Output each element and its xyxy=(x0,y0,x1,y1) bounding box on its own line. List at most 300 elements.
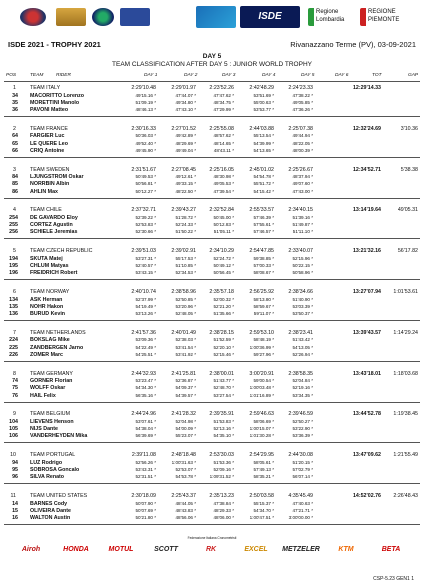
rider-row xyxy=(4,433,420,440)
team-gap: 5'38.38 xyxy=(400,166,418,173)
rider-number: 225 xyxy=(9,344,18,351)
rider-number: 134 xyxy=(9,296,18,303)
rider-name: HAIL Felix xyxy=(30,392,56,399)
rider-day-time: 51'43.77 * xyxy=(213,378,234,384)
rider-day-time: 48'44.05 * xyxy=(175,500,196,506)
rider-number: 106 xyxy=(9,433,18,440)
team-day-time: 2:48'18.48 xyxy=(171,452,196,459)
italia-logo-icon xyxy=(196,6,236,28)
team-name: TEAM UNITED STATES xyxy=(30,493,88,499)
team-day-time: 2:25'43.37 xyxy=(171,493,196,499)
rider-row xyxy=(4,270,420,277)
team-day-time: 2:37'32.71 xyxy=(131,207,156,214)
rider-number: 94 xyxy=(12,459,18,466)
rider-row xyxy=(4,378,420,385)
rider-day-time: 1:00'15.07 * xyxy=(249,426,274,432)
rider-number: 34 xyxy=(12,92,18,99)
rider-name: SCHIELE Jeremias xyxy=(30,229,78,236)
rider-day-time: 1:00'36.99 * xyxy=(249,344,274,350)
rider-row xyxy=(4,337,420,344)
rider-number: 35 xyxy=(12,99,18,106)
team-day-time: 2:31'51.67 xyxy=(131,166,156,173)
piemonte-logo: REGIONE PIEMONTE xyxy=(360,8,418,26)
rider-name: LE QUERE Leo xyxy=(30,140,68,147)
rider-row xyxy=(4,93,420,100)
rider-day-time: 54'25.51 * xyxy=(135,351,156,357)
sponsor-logo: RK xyxy=(205,546,217,553)
team-position: 8 xyxy=(13,370,16,377)
team-position: 1 xyxy=(13,85,16,91)
team-position: 11 xyxy=(10,493,16,499)
rider-name: ZANDBERGEN Jarno xyxy=(30,344,84,351)
rider-day-time: 52'20.10 * xyxy=(213,344,234,350)
rider-day-time: 52'04.84 * xyxy=(292,378,313,384)
team-name: TEAM SWEDEN xyxy=(30,166,70,173)
team-divider xyxy=(4,483,420,484)
fim-logo-icon xyxy=(20,8,46,26)
rider-day-time: 53'22.90 * xyxy=(292,426,313,432)
rider-day-time: 1:00'03.48 * xyxy=(249,385,274,391)
header-rule xyxy=(4,81,420,82)
rider-number: 15 xyxy=(12,507,18,514)
rider-day-time: 53'23.47 * xyxy=(135,378,156,384)
rider-day-time: 54'34.30 * xyxy=(135,385,156,391)
team-block xyxy=(4,85,420,119)
rider-day-time: 54'34.70 * xyxy=(253,507,274,513)
team-day-time: 2:44'24.96 xyxy=(131,411,156,418)
team-row xyxy=(4,85,420,92)
rider-day-time: 52'00.32 * xyxy=(213,296,234,302)
team-block xyxy=(4,167,420,201)
rider-row xyxy=(4,133,420,140)
rider-number: 224 xyxy=(9,337,18,344)
sponsor-logo: METZELER xyxy=(282,546,320,553)
rider-number: 85 xyxy=(12,181,18,188)
rider-day-time: 48'06.00 * xyxy=(213,515,234,520)
rider-name: LIEVENS Henson xyxy=(30,418,74,425)
team-divider xyxy=(4,402,420,403)
rider-day-time: 49'49.04 * xyxy=(175,147,196,153)
rider-day-time: 51'50.22 * xyxy=(175,229,196,235)
rider-day-time: 53'43.15 * xyxy=(135,270,156,276)
rider-day-time: 52'24.72 * xyxy=(213,255,234,261)
team-day-time: 2:39'35.91 xyxy=(209,411,234,418)
rider-day-time: 49'05.85 * xyxy=(292,99,313,105)
rider-day-time: 53'51.69 * xyxy=(253,92,274,98)
team-day-time: 2:25'26.67 xyxy=(288,166,313,173)
rider-name: ASK Herman xyxy=(30,296,63,303)
team-day-time: 2:41'25.81 xyxy=(171,370,196,377)
col-day3: DAY 3 xyxy=(222,73,236,78)
rider-number: 256 xyxy=(9,229,18,236)
team-gap: 1:21'55.49 xyxy=(393,452,418,459)
rider-day-time: 48'43.11 * xyxy=(213,147,234,153)
rider-name: CORTEZ Agustin xyxy=(30,222,73,229)
rider-day-time: 50'45.00 * xyxy=(213,214,234,220)
rider-name: ZOMER Marc xyxy=(30,351,63,358)
team-gap: 2:26'48.43 xyxy=(393,493,418,499)
rider-day-time: 52'48.05 * xyxy=(175,311,196,316)
rider-day-time: 57'49.13 * xyxy=(253,466,274,472)
team-position: 9 xyxy=(13,411,16,418)
team-day-time: 2:59'46.63 xyxy=(249,411,274,418)
team-block xyxy=(4,207,420,241)
rider-number: 104 xyxy=(9,418,18,425)
rider-day-time: 52'38.03 * xyxy=(175,337,196,343)
sponsor-logo: SCOTT xyxy=(154,546,178,553)
sponsor-strip xyxy=(0,544,424,558)
team-divider xyxy=(4,361,420,362)
col-day2: DAY 2 xyxy=(184,73,198,78)
team-block xyxy=(4,289,420,323)
rider-day-time: 59'11.07 * xyxy=(253,311,274,316)
lombardia-logo: Regione Lombardia xyxy=(308,8,362,26)
rider-day-time: 47'38.84 * xyxy=(213,500,234,506)
col-gap: GAP xyxy=(408,73,419,78)
rider-day-time: 1:00'47.51 * xyxy=(249,515,274,520)
rider-day-time: 55'13.54 * xyxy=(253,133,274,139)
sponsor-logo-icon xyxy=(120,8,150,26)
rider-day-time: 48'14.65 * xyxy=(213,140,234,146)
team-position: 6 xyxy=(13,289,16,295)
rider-number: 86 xyxy=(12,188,18,195)
rider-day-time: 52'24.33 * xyxy=(175,222,196,228)
rider-name: BOKSLAG Mike xyxy=(30,337,70,344)
team-day-time: 2:39'02.91 xyxy=(171,248,196,255)
team-day-time: 2:33'40.07 xyxy=(288,248,313,255)
rider-row xyxy=(4,148,420,155)
rider-row xyxy=(4,460,420,467)
team-day-time: 2:27'08.45 xyxy=(171,166,196,173)
team-day-time: 2:24'23.33 xyxy=(288,85,313,91)
rider-number: 36 xyxy=(12,107,18,113)
team-total: 12:34'52.71 xyxy=(352,166,381,173)
team-divider xyxy=(4,238,420,239)
team-day-time: 2:55'33.57 xyxy=(249,207,274,214)
team-block xyxy=(4,452,420,486)
team-block xyxy=(4,330,420,364)
day-heading: DAY 5 xyxy=(202,53,222,60)
rider-day-time: 1:09'31.52 * xyxy=(209,474,234,480)
team-day-time: 2:34'10.29 xyxy=(209,248,234,255)
team-row xyxy=(4,289,420,296)
rider-day-time: 48'22.50 * xyxy=(175,188,196,194)
rider-day-time: 58'05.61 * xyxy=(253,459,274,465)
team-row xyxy=(4,452,420,459)
team-divider xyxy=(4,524,420,525)
rider-day-time: 50'12.83 * xyxy=(213,222,234,228)
rider-row xyxy=(4,345,420,352)
team-block xyxy=(4,411,420,445)
team-day-time: 2:38'58.35 xyxy=(288,370,313,377)
team-row xyxy=(4,493,420,500)
rider-day-time: 47'38.22 * xyxy=(292,92,313,98)
rider-day-time: 54'13.05 * xyxy=(292,344,313,350)
rider-day-time: 53'27.31 * xyxy=(135,255,156,261)
team-gap: 1:01'53.61 xyxy=(393,289,418,295)
team-position: 10 xyxy=(10,452,16,459)
sponsor-logo: HONDA xyxy=(63,546,89,553)
rider-day-time: 48'22.05 * xyxy=(292,140,313,146)
team-gap: 49'05.31 xyxy=(397,207,418,214)
team-block xyxy=(4,493,420,527)
rider-name: MACORITTO Lorenzo xyxy=(30,92,85,99)
rider-day-time: 52'13.16 * xyxy=(213,426,234,432)
rider-day-time: 54'38.04 * xyxy=(135,426,156,432)
rider-day-time: 54'39.57 * xyxy=(175,392,196,398)
rider-name: SOBROSA Goncalo xyxy=(30,466,80,473)
team-block xyxy=(4,371,420,405)
rider-name: NOHR Hakon xyxy=(30,303,64,310)
rider-day-time: 52'39.22 * xyxy=(135,214,156,220)
rider-day-time: 52'26.94 * xyxy=(292,351,313,357)
team-position: 5 xyxy=(13,248,16,255)
team-total: 12:32'24.69 xyxy=(352,125,381,132)
rider-day-time: 48'29.33 * xyxy=(213,507,234,513)
team-name: TEAM GERMANY xyxy=(30,370,73,377)
team-row xyxy=(4,330,420,337)
rider-day-time: 51'43.42 * xyxy=(292,337,313,343)
rider-day-time: 49'15.16 * xyxy=(135,92,156,98)
team-total: 13:44'52.78 xyxy=(352,411,381,418)
document-code: CSP-5.23 GEN1 1 xyxy=(373,576,414,582)
team-name: TEAM PORTUGAL xyxy=(30,452,76,459)
rider-number: 14 xyxy=(12,500,18,507)
team-divider xyxy=(4,116,420,117)
team-row xyxy=(4,126,420,133)
team-day-time: 2:32'52.84 xyxy=(209,207,234,214)
rider-row xyxy=(4,215,420,222)
rider-day-time: 47'44.07 * xyxy=(175,92,196,98)
rider-day-time: 52'48.70 * xyxy=(213,385,234,391)
rider-day-time: 48'57.62 * xyxy=(213,133,234,139)
classification-heading: TEAM CLASSIFICATION AFTER DAY 5 : JUNIOR WORLD TROPHY xyxy=(112,61,312,68)
rider-name: NORRBIN Albin xyxy=(30,181,70,188)
team-day-time: 3:00'20.91 xyxy=(249,370,274,377)
rider-day-time: 50'07.69 * xyxy=(135,507,156,513)
rider-name: FREIDRICH Robert xyxy=(30,270,78,277)
team-name: TEAM NORWAY xyxy=(30,289,70,295)
rider-number: 76 xyxy=(12,392,18,399)
team-day-time: 2:25'07.38 xyxy=(288,125,313,132)
rider-row xyxy=(4,100,420,107)
team-day-time: 2:27'01.52 xyxy=(171,125,196,132)
team-gap: 56'17.82 xyxy=(397,248,418,255)
rider-day-time: 51'53.36 * xyxy=(213,459,234,465)
rider-number: 66 xyxy=(12,147,18,154)
rider-day-time: 59'27.96 * xyxy=(253,351,274,357)
rider-day-time: 50'56.45 * xyxy=(213,270,234,276)
col-pos: POS xyxy=(6,73,17,78)
rider-row xyxy=(4,222,420,229)
team-day-time: 2:39'46.59 xyxy=(288,411,313,418)
rider-day-time: 54'54.78 * xyxy=(253,174,274,180)
team-name: TEAM FRANCE xyxy=(30,125,68,132)
rider-day-time: 47'36.26 * xyxy=(292,107,313,112)
rider-day-time: 57'46.39 * xyxy=(253,214,274,220)
rider-day-time: 56'07.14 * xyxy=(292,474,313,480)
team-row xyxy=(4,167,420,174)
rider-day-time: 53'09.36 * xyxy=(135,337,156,343)
rider-day-time: 49'12.61 * xyxy=(175,174,196,180)
rider-day-time: 56'39.69 * xyxy=(135,433,156,439)
rider-name: BURUD Kevin xyxy=(30,311,66,317)
rider-day-time: 50'21.80 * xyxy=(135,515,156,520)
team-position: 3 xyxy=(13,166,16,173)
col-day6: DAY 6 xyxy=(335,73,349,78)
team-name: TEAM CHILE xyxy=(30,207,62,214)
rider-day-time: 53'50.37 * xyxy=(292,311,313,316)
rider-row xyxy=(4,311,420,318)
rider-day-time: 47'21.71 * xyxy=(292,507,313,513)
rider-day-time: 49'42.89 * xyxy=(175,133,196,139)
team-day-time: 2:23'52.26 xyxy=(209,85,234,91)
team-total: 12:29'14.33 xyxy=(352,85,381,91)
rider-name: GORNER Florian xyxy=(30,378,73,385)
rider-name: SKUTA Matej xyxy=(30,255,63,262)
rider-day-time: 58'59.67 * xyxy=(253,303,274,309)
team-gap: 1:19'38.45 xyxy=(393,411,418,418)
rider-day-time: 57'55.61 * xyxy=(253,222,274,228)
team-day-time: 2:25'55.08 xyxy=(209,125,234,132)
isde-logo: ISDE xyxy=(240,6,300,28)
rider-day-time: 51'39.16 * xyxy=(292,214,313,220)
rider-day-time: 49'05.53 * xyxy=(213,181,234,187)
rider-day-time: 47'47.62 * xyxy=(213,92,234,98)
rider-day-time: 52'19.16 * xyxy=(292,385,313,391)
team-row xyxy=(4,411,420,418)
team-day-time: 2:50'03.58 xyxy=(249,493,274,499)
rider-day-time: 58'08.67 * xyxy=(253,270,274,276)
team-row xyxy=(4,371,420,378)
rider-day-time: 50'49.12 * xyxy=(213,262,234,268)
rider-day-time: 53'41.92 * xyxy=(175,351,196,357)
rider-day-time: 3:00'00.00 * xyxy=(288,515,313,520)
rider-day-time: 52'50.85 * xyxy=(175,296,196,302)
team-position: 4 xyxy=(13,207,16,214)
rider-day-time: 53'03.39 * xyxy=(292,303,313,309)
team-day-time: 2:30'18.09 xyxy=(131,493,156,499)
team-divider xyxy=(4,157,420,158)
column-headers xyxy=(4,73,420,81)
team-name: TEAM CZECH REPUBLIC xyxy=(30,248,93,255)
team-day-time: 2:39'11.08 xyxy=(131,452,156,459)
rider-row xyxy=(4,508,420,515)
rider-day-time: 53'43.31 * xyxy=(135,466,156,472)
rider-day-time: 54'22.49 * xyxy=(135,344,156,350)
rider-row xyxy=(4,474,420,481)
team-day-time: 2:41'57.36 xyxy=(131,329,156,336)
rider-row xyxy=(4,393,420,400)
rider-day-time: 47'43.00 * xyxy=(292,188,313,194)
rider-day-time: 53'41.54 * xyxy=(175,344,196,350)
rider-day-time: 53'20.96 * xyxy=(175,303,196,309)
rider-day-time: 52'37.99 * xyxy=(135,296,156,302)
team-day-time: 2:25'16.05 xyxy=(209,166,234,173)
team-day-time: 2:38'00.01 xyxy=(209,370,234,377)
team-day-time: 2:59'53.10 xyxy=(249,329,274,336)
team-day-time: 2:38'28.15 xyxy=(209,329,234,336)
partner-logo-icon xyxy=(92,8,114,26)
rider-day-time: 52'15.96 * xyxy=(292,255,313,261)
team-day-time: 2:39'43.27 xyxy=(171,207,196,214)
team-day-time: 4:35'45.49 xyxy=(288,493,313,499)
rider-day-time: 48'00.39 * xyxy=(292,147,313,153)
rider-day-time: 55'51.72 * xyxy=(253,181,274,187)
team-day-time: 2:54'29.95 xyxy=(249,452,274,459)
rider-day-time: 51'40.90 * xyxy=(292,296,313,302)
rider-row xyxy=(4,419,420,426)
rider-number: 255 xyxy=(9,222,18,229)
rider-row xyxy=(4,304,420,311)
rider-day-time: 48'30.98 * xyxy=(213,174,234,180)
team-position: 7 xyxy=(13,329,16,336)
rider-day-time: 54'19.49 * xyxy=(135,303,156,309)
rider-day-time: 47'29.99 * xyxy=(213,107,234,112)
rider-day-time: 59'00.54 * xyxy=(253,378,274,384)
rider-number: 135 xyxy=(9,303,18,310)
rider-day-time: 49'44.94 * xyxy=(292,133,313,139)
team-day-time: 2:40'01.49 xyxy=(171,329,196,336)
sponsor-logo: Airoh xyxy=(21,546,41,553)
rider-number: 226 xyxy=(9,351,18,358)
team-day-time: 2:30'16.33 xyxy=(131,125,156,132)
rider-row xyxy=(4,467,420,474)
rider-day-time: 48'56.06 * xyxy=(175,515,196,520)
team-day-time: 2:39'51.03 xyxy=(131,248,156,255)
rider-day-time: 55'15.37 * xyxy=(253,500,274,506)
logo-bar xyxy=(0,4,424,30)
team-day-time: 2:40'10.74 xyxy=(131,289,156,295)
team-day-time: 2:45'01.02 xyxy=(249,166,274,173)
rider-day-time: 51'10.85 * xyxy=(175,262,196,268)
team-name: TEAM NETHERLANDS xyxy=(30,329,86,336)
rider-day-time: 50'58.96 * xyxy=(292,270,313,276)
rider-name: BARNES Cody xyxy=(30,500,68,507)
fmi-logo-icon xyxy=(56,8,86,26)
rider-day-time: 50'12.27 * xyxy=(135,188,156,194)
col-team: TEAM xyxy=(30,73,44,78)
rider-name: SILVA Renato xyxy=(30,474,65,481)
rider-day-time: 50'36.03 * xyxy=(135,133,156,139)
rider-number: 136 xyxy=(9,311,18,317)
team-total: 14:52'02.76 xyxy=(352,493,381,499)
rider-name: WALTON Austin xyxy=(30,515,71,521)
team-name: TEAM BELGIUM xyxy=(30,411,71,418)
rider-day-time: 54'13.65 * xyxy=(253,147,274,153)
rider-day-time: 49'33.15 * xyxy=(175,181,196,187)
rider-day-time: 1:00'31.63 * xyxy=(171,459,196,465)
rider-day-time: 48'37.94 * xyxy=(292,174,313,180)
rider-day-time: 52'53.07 * xyxy=(175,466,196,472)
rider-day-time: 51'05.11 * xyxy=(213,229,234,235)
rider-row xyxy=(4,174,420,181)
team-day-time: 2:44'32.93 xyxy=(131,370,156,377)
rider-name: CRIQ Antoine xyxy=(30,147,65,154)
team-day-time: 2:34'40.15 xyxy=(288,207,313,214)
rider-day-time: 49'07.60 * xyxy=(292,181,313,187)
rider-name: CHLUM Matyas xyxy=(30,262,69,269)
rider-row xyxy=(4,385,420,392)
rider-number: 196 xyxy=(9,270,18,277)
col-day5: DAY 5 xyxy=(301,73,315,78)
rider-number: 95 xyxy=(12,466,18,473)
rider-day-time: 53'27.54 * xyxy=(213,392,234,398)
rider-day-time: 51'53.83 * xyxy=(213,418,234,424)
rider-name: LUZ Rodrigo xyxy=(30,459,63,466)
rider-day-time: 50'22.15 * xyxy=(292,262,313,268)
rider-day-time: 52'53.83 * xyxy=(135,222,156,228)
